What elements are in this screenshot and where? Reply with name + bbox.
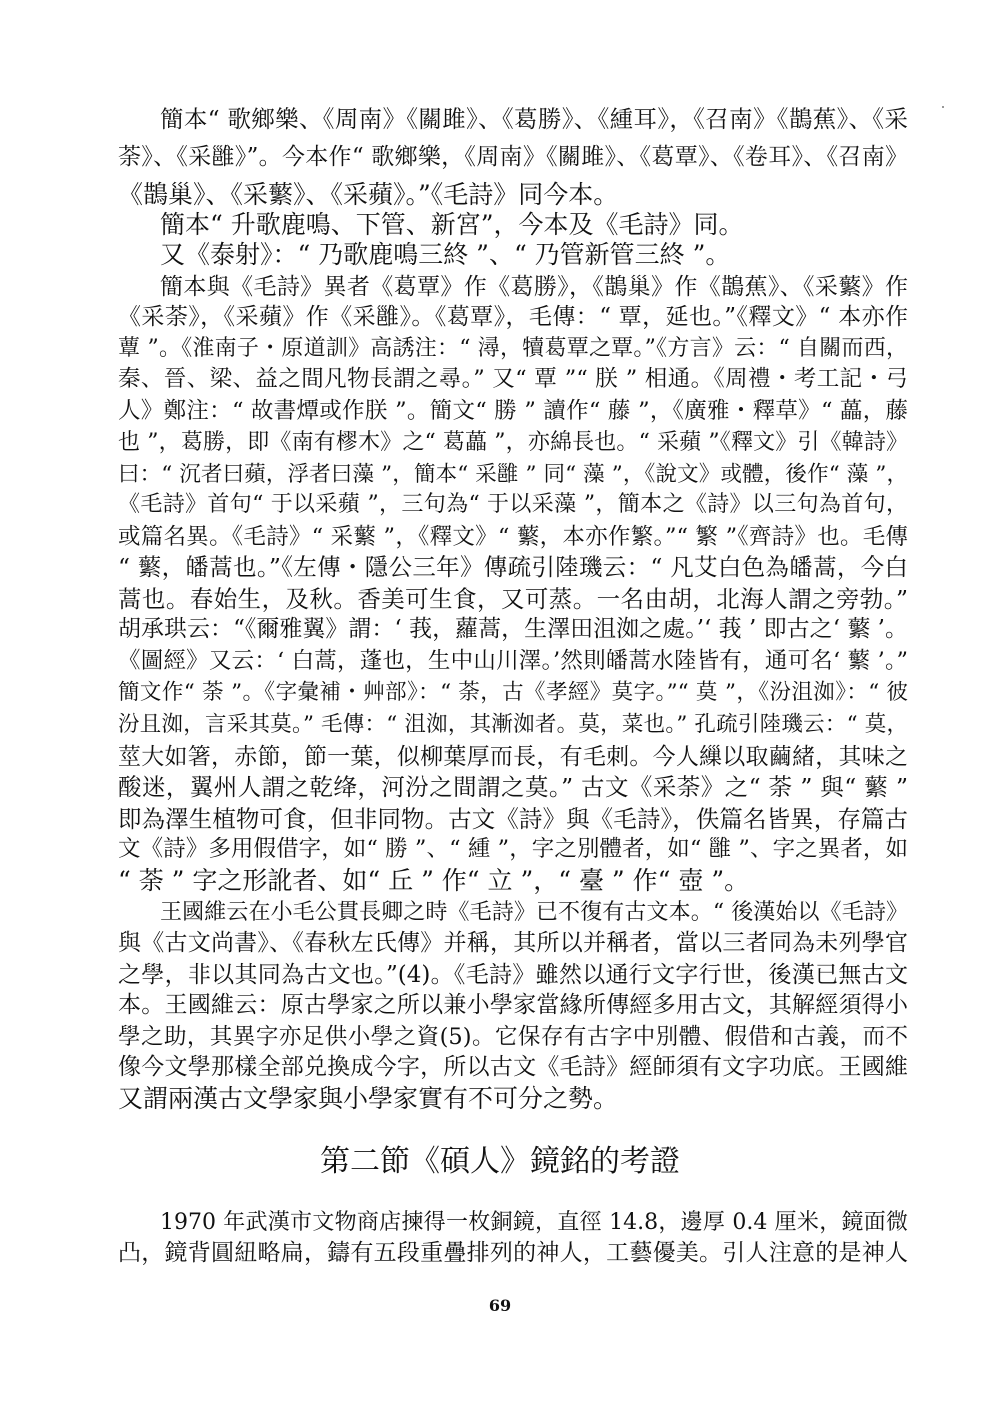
text-line: 簡本“ 歌鄉樂、《周南》《關雎》、《葛勝》、《緟耳》，《召南》《鵲蕉》、《采 <box>160 105 908 133</box>
text-line: 文《詩》多用假借字，如“ 勝 ”、“ 緟 ”，字之別體者，如“ 雝 ”、字之異者，如 <box>118 836 908 862</box>
text-line: 胡承珙云：“《爾雅翼》謂：‘ 莪，蘿蒿，生澤田沮洳之處。’‘ 莪 ’ 即古之‘ 蘩 ’。 <box>118 616 908 642</box>
text-line: 酸迷，翼州人謂之乾绛，河汾之間謂之莫。” 古文《采荼》之“ 荼 ” 與“ 蘩 ” <box>118 773 908 801</box>
text-line: 簡本“ 升歌鹿鳴、下管、新宮”，今本及《毛詩》同。 <box>160 210 744 239</box>
text-line: 汾且洳，言采其莫。” 毛傳：“ 沮洳，其漸洳者。莫，菜也。” 孔疏引陸璣云：“ 莫， <box>118 712 908 737</box>
text-line: 之學，非以其同為古文也。”(4)。《毛詩》雖然以通行文字行世，後漢已無古文 <box>118 962 908 988</box>
text-line: 簡文作“ 荼 ”。《字彙補・艸部》：“ 荼，古《孝經》莫字。”“ 莫 ”，《汾沮洳》：“ 彼 <box>118 680 908 705</box>
text-line: 《毛詩》首句“ 于以采蘋 ”，三句為“ 于以采藻 ”，簡本之《詩》以三句為首句， <box>118 492 908 517</box>
text-line: 凸，鏡背圓紐略扁，鑄有五段重疊排列的神人，工藝優美。引人注意的是神人 <box>118 1240 908 1266</box>
text-line: 像今文學那樣全部兑換成今字，所以古文《毛詩》經師須有文字功底。王國維 <box>118 1054 908 1080</box>
text-line: “ 蘩，皤蒿也。”《左傳・隱公三年》傳疏引陸璣云：“ 凡艾白色為皤蒿，今白 <box>118 553 908 581</box>
text-line: 也 ”，葛勝，即《南有樛木》之“ 葛藟 ”，亦綿長也。“ 采蘋 ”《釋文》引《韓詩》 <box>118 430 908 455</box>
text-line: 簡本與《毛詩》異者《葛覃》作《葛勝》，《鵲巢》作《鵲蕉》、《采蘩》作 <box>160 274 908 300</box>
text-line: 荼》、《采雝》”。今本作“ 歌鄉樂，《周南》《關雎》、《葛覃》、《卷耳》、《召南》 <box>118 144 908 170</box>
text-line: 蕈 ”。《淮南子・原道訓》高誘注：“ 潯，犢葛覃之覃。”《方言》云：“ 自關而西， <box>118 336 908 361</box>
text-line: 1970 年武漢市文物商店揀得一枚銅鏡，直徑 14.8，邊厚 0.4 厘米，鏡面微 <box>160 1210 908 1235</box>
text-line: 與《古文尚書》、《春秋左氏傳》并稱，其所以并稱者，當以三者同為未列學官 <box>118 930 908 956</box>
text-line: 即為澤生植物可食，但非同物。古文《詩》與《毛詩》，佚篇名皆異，存篇古 <box>118 805 908 833</box>
text-line: 《采荼》，《采蘋》作《采雝》。《葛覃》，毛傳：“ 覃，延也。”《釋文》“ 本亦作 <box>118 304 908 330</box>
section-heading: 第二節《碩人》鏡銘的考證 <box>320 1144 680 1179</box>
text-line: 本。王國維云：原古學家之所以兼小學家當緣所傳經多用古文，其解經須得小 <box>118 992 908 1018</box>
text-line: 秦、晉、梁、益之間凡物長謂之尋。” 又“ 覃 ”“ 朕 ” 相通。《周禮・考工記・弓 <box>118 366 908 392</box>
text-line: 《圖經》又云：‘ 白蒿，蓬也，生中山川澤。’然則皤蒿水陸皆有，通可名‘ 蘩 ’。” <box>118 648 908 674</box>
text-line: 人》鄭注：“ 故書燂或作朕 ”。簡文“ 勝 ” 讀作“ 藤 ”，《廣雅・釋草》“ 藟，藤 <box>118 398 908 424</box>
text-line: 莖大如箸，赤節，節一葉，似柳葉厚而長，有毛刺。今人繅以取繭緒，其味之 <box>118 744 908 770</box>
text-line: 蒿也。春始生，及秋。香美可生食，又可蒸。一名由胡，北海人謂之旁勃。” <box>118 585 908 613</box>
text-line: 或篇名異。《毛詩》“ 采蘩 ”，《釋文》“ 蘩，本亦作繁。”“ 繁 ”《齊詩》也。毛傳 <box>118 524 908 550</box>
text-line: 曰：“ 沉者曰蘋，浮者曰藻 ”，簡本“ 采雝 ” 同“ 藻 ”，《說文》或體，後作“ 藻 ”， <box>118 462 908 487</box>
page-number: 69 <box>488 1296 512 1315</box>
text-line: 又謂兩漢古文學家與小學家實有不可分之勢。 <box>118 1084 619 1113</box>
text-line: 王國維云在小毛公貫長卿之時《毛詩》已不復有古文本。“ 後漢始以《毛詩》 <box>160 900 908 925</box>
text-line: 又《泰射》：“ 乃歌鹿鳴三終 ”、“ 乃管新管三終 ”。 <box>160 240 731 269</box>
scan-speck <box>942 106 944 108</box>
text-line: 學之助，其異字亦足供小學之資(5)。它保存有古字中別體、假借和古義，而不 <box>118 1024 908 1050</box>
text-line: 《鵲巢》、《采蘩》、《采蘋》。”《毛詩》同今本。 <box>118 180 619 209</box>
text-line: “ 荼 ” 字之形訛者、如“ 丘 ” 作“ 立 ”，“ 臺 ” 作“ 壺 ”。 <box>118 866 750 895</box>
